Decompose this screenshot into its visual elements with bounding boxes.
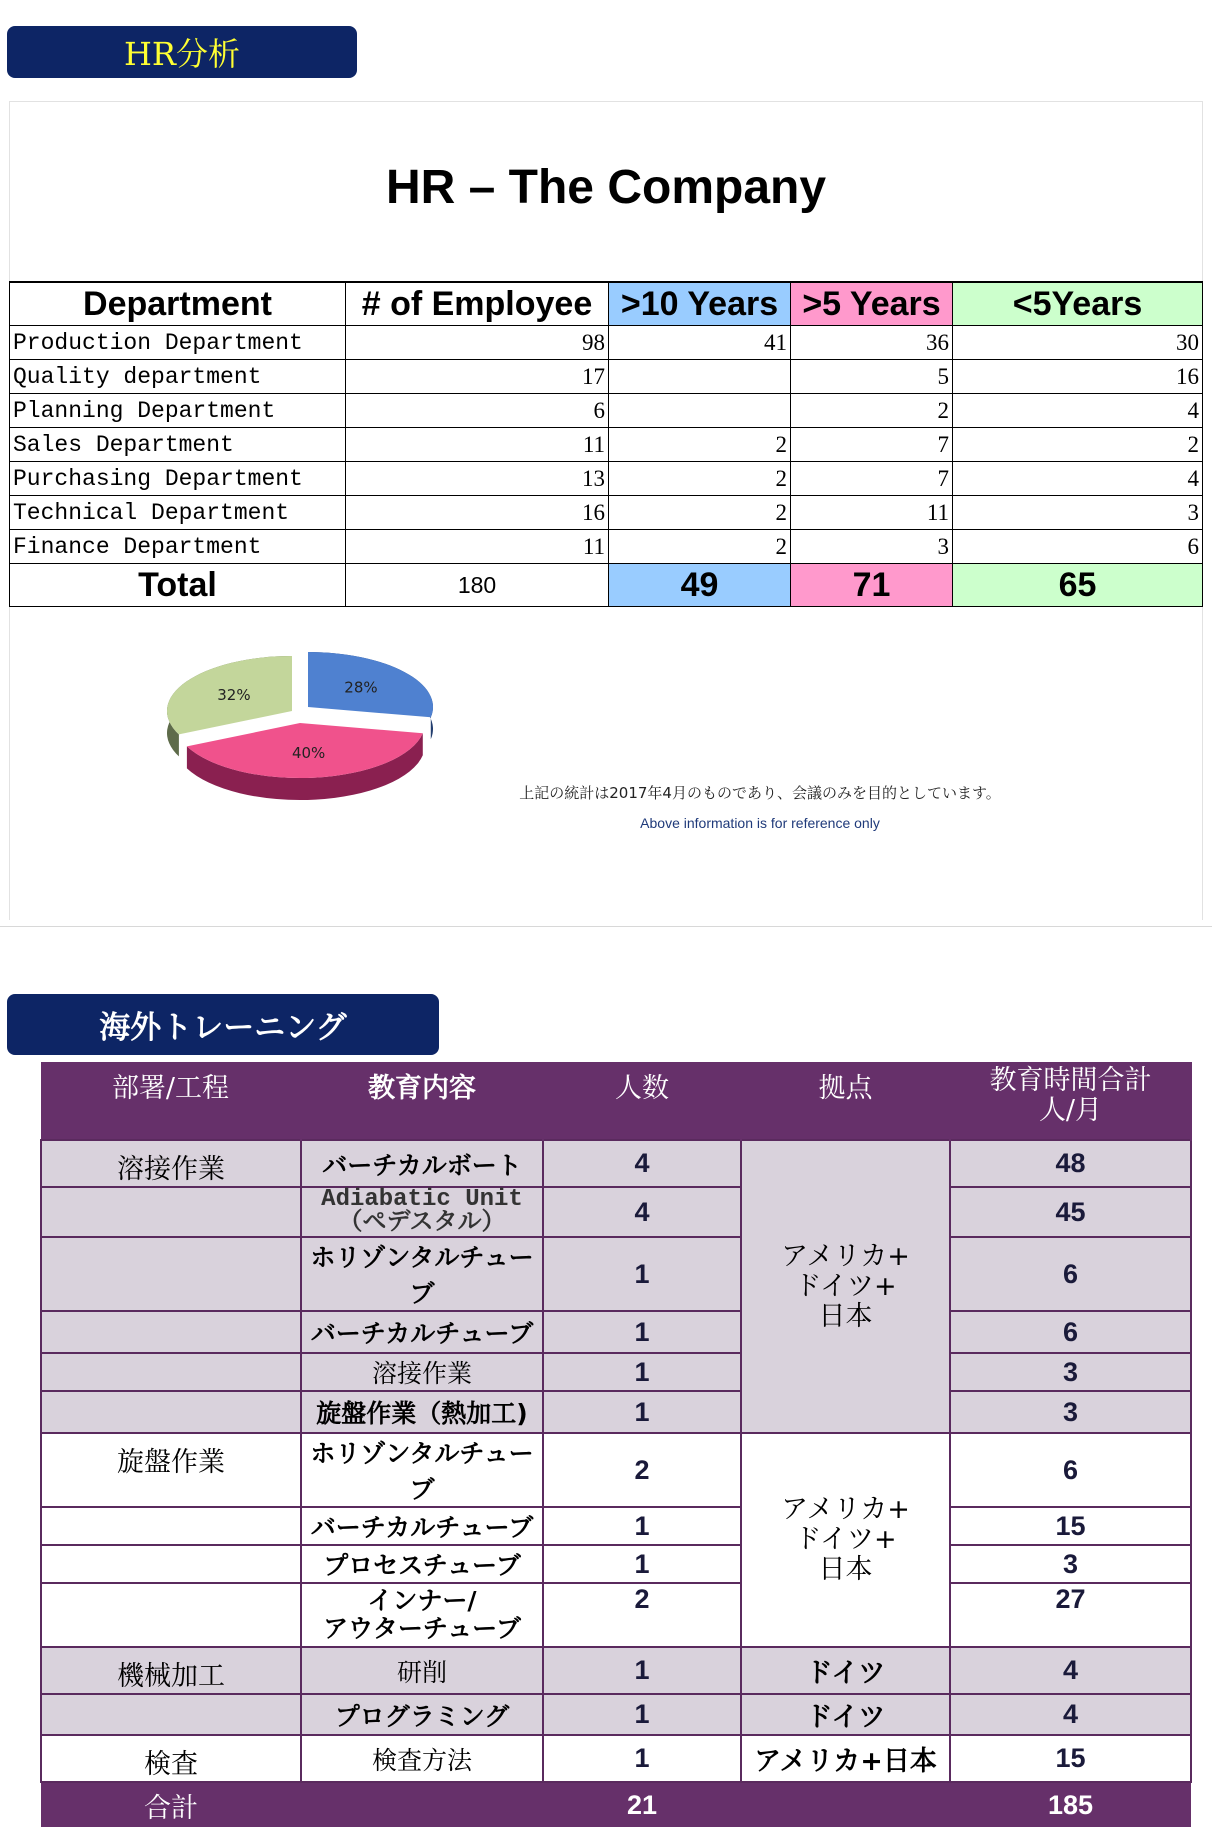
location-cell: アメリカ+ ドイツ+ 日本 xyxy=(741,1433,950,1647)
col-location: 拠点 xyxy=(741,1062,950,1140)
location-cell: アメリカ+ ドイツ+ 日本 xyxy=(741,1140,950,1433)
dept-process-cell xyxy=(41,1187,301,1237)
dept-process-cell xyxy=(41,1353,301,1391)
training-row xyxy=(41,1237,1191,1311)
course-cell: バーチカルチューブ xyxy=(301,1507,543,1545)
section-divider xyxy=(0,926,1212,927)
over5-cell: 2 xyxy=(791,394,953,428)
training-row xyxy=(41,1647,1191,1694)
dept-process-cell xyxy=(41,1583,301,1647)
employees-cell: 11 xyxy=(346,530,609,564)
department-cell: Sales Department xyxy=(10,428,346,462)
location-cell: ドイツ xyxy=(741,1647,950,1694)
department-cell: Technical Department xyxy=(10,496,346,530)
hours-cell: 15 xyxy=(950,1735,1191,1782)
course-cell: プロセスチューブ xyxy=(301,1545,543,1583)
course-cell: 検査方法 xyxy=(301,1735,543,1782)
employees-cell: 17 xyxy=(346,360,609,394)
hours-cell: 4 xyxy=(950,1647,1191,1694)
over10-cell xyxy=(609,394,791,428)
hours-cell: 27 xyxy=(950,1583,1191,1647)
over10-cell: 2 xyxy=(609,530,791,564)
empty-cell xyxy=(301,1782,543,1827)
department-cell: Quality department xyxy=(10,360,346,394)
hr-total-row xyxy=(10,564,1203,607)
over5-cell: 11 xyxy=(791,496,953,530)
training-total-row xyxy=(41,1782,1191,1827)
col-headcount: 人数 xyxy=(543,1062,741,1140)
dept-process-cell xyxy=(41,1311,301,1353)
training-row xyxy=(41,1433,1191,1507)
headcount-cell: 1 xyxy=(543,1694,741,1735)
over10-cell xyxy=(609,360,791,394)
col-dept-process: 部署/工程 xyxy=(41,1062,301,1140)
dept-process-cell: 機械加工 xyxy=(41,1647,301,1694)
hours-cell: 3 xyxy=(950,1545,1191,1583)
total-hours: 185 xyxy=(950,1782,1191,1827)
col-employees: # of Employee xyxy=(346,282,609,326)
hr-table-row xyxy=(10,462,1203,496)
training-row xyxy=(41,1735,1191,1782)
dept-process-cell xyxy=(41,1545,301,1583)
overseas-training-table xyxy=(40,1062,1192,1827)
hr-table-row xyxy=(10,496,1203,530)
under5-cell: 3 xyxy=(953,496,1203,530)
training-row xyxy=(41,1311,1191,1353)
col-total-hours: 教育時間合計 人/月 xyxy=(950,1062,1191,1140)
training-row xyxy=(41,1353,1191,1391)
department-cell: Planning Department xyxy=(10,394,346,428)
hr-analysis-header: HR分析 xyxy=(7,26,357,78)
over10-cell: 2 xyxy=(609,496,791,530)
over5-cell: 7 xyxy=(791,428,953,462)
note-english: Above information is for reference only xyxy=(640,815,880,831)
note-japanese: 上記の統計は2017年4月のものであり、会議のみを目的としています。 xyxy=(519,784,1001,802)
training-row xyxy=(41,1140,1191,1187)
training-row xyxy=(41,1187,1191,1237)
headcount-cell: 1 xyxy=(543,1237,741,1311)
headcount-cell: 4 xyxy=(543,1140,741,1187)
dept-process-cell xyxy=(41,1391,301,1433)
total-employees: 180 xyxy=(346,564,609,607)
course-cell: ホリゾンタルチューブ xyxy=(301,1433,543,1507)
headcount-cell: 1 xyxy=(543,1311,741,1353)
hours-cell: 45 xyxy=(950,1187,1191,1237)
course-cell: ホリゾンタルチューブ xyxy=(301,1237,543,1311)
empty-cell xyxy=(741,1782,950,1827)
department-cell: Purchasing Department xyxy=(10,462,346,496)
employees-cell: 13 xyxy=(346,462,609,496)
headcount-cell: 1 xyxy=(543,1647,741,1694)
training-row xyxy=(41,1694,1191,1735)
over5-cell: 5 xyxy=(791,360,953,394)
employees-cell: 16 xyxy=(346,496,609,530)
headcount-cell: 2 xyxy=(543,1433,741,1507)
over10-cell: 2 xyxy=(609,428,791,462)
total-label: Total xyxy=(10,564,346,607)
col-over5: >5 Years xyxy=(791,282,953,326)
under5-cell: 4 xyxy=(953,394,1203,428)
headcount-cell: 4 xyxy=(543,1187,741,1237)
location-cell: アメリカ+日本 xyxy=(741,1735,950,1782)
hours-cell: 6 xyxy=(950,1433,1191,1507)
employees-cell: 98 xyxy=(346,326,609,360)
hours-cell: 6 xyxy=(950,1237,1191,1311)
course-cell: 溶接作業 xyxy=(301,1353,543,1391)
over5-cell: 3 xyxy=(791,530,953,564)
pie-data-label: 40% xyxy=(291,744,326,763)
course-cell: 研削 xyxy=(301,1647,543,1694)
under5-cell: 30 xyxy=(953,326,1203,360)
over5-cell: 36 xyxy=(791,326,953,360)
dept-process-cell xyxy=(41,1237,301,1311)
course-cell: バーチカルボート xyxy=(301,1140,543,1187)
total-headcount: 21 xyxy=(543,1782,741,1827)
hr-title: HR – The Company xyxy=(385,161,827,214)
over10-cell: 2 xyxy=(609,462,791,496)
hr-table-row xyxy=(10,428,1203,462)
headcount-cell: 1 xyxy=(543,1545,741,1583)
hours-cell: 4 xyxy=(950,1694,1191,1735)
training-row xyxy=(41,1583,1191,1647)
headcount-cell: 1 xyxy=(543,1353,741,1391)
over10-cell: 41 xyxy=(609,326,791,360)
course-cell: プログラミング xyxy=(301,1694,543,1735)
hr-table-row xyxy=(10,394,1203,428)
dept-process-cell: 溶接作業 xyxy=(41,1140,301,1187)
hours-cell: 15 xyxy=(950,1507,1191,1545)
under5-cell: 2 xyxy=(953,428,1203,462)
training-row xyxy=(41,1545,1191,1583)
total-label: 合計 xyxy=(41,1782,301,1827)
employees-cell: 11 xyxy=(346,428,609,462)
col-over10: >10 Years xyxy=(609,282,791,326)
hours-cell: 3 xyxy=(950,1391,1191,1433)
total-under5: 65 xyxy=(953,564,1203,607)
under5-cell: 6 xyxy=(953,530,1203,564)
hr-table-row xyxy=(10,530,1203,564)
hr-employee-table xyxy=(9,281,1203,607)
hours-cell: 3 xyxy=(950,1353,1191,1391)
course-cell: 旋盤作業（熱加工) xyxy=(301,1391,543,1433)
dept-process-cell xyxy=(41,1507,301,1545)
total-over10: 49 xyxy=(609,564,791,607)
location-cell: ドイツ xyxy=(741,1694,950,1735)
pie-data-label: 28% xyxy=(344,678,378,697)
course-cell: Adiabatic Unit （ペデスタル） xyxy=(301,1187,543,1237)
headcount-cell: 1 xyxy=(543,1735,741,1782)
employees-cell: 6 xyxy=(346,394,609,428)
training-row xyxy=(41,1391,1191,1433)
course-cell: バーチカルチューブ xyxy=(301,1311,543,1353)
overseas-training-header: 海外トレーニング xyxy=(7,994,439,1055)
hr-table-row xyxy=(10,326,1203,360)
dept-process-cell: 旋盤作業 xyxy=(41,1433,301,1507)
total-over5: 71 xyxy=(791,564,953,607)
course-cell: インナー/ アウターチューブ xyxy=(301,1583,543,1647)
col-under5: <5Years xyxy=(953,282,1203,326)
training-row xyxy=(41,1507,1191,1545)
headcount-cell: 1 xyxy=(543,1391,741,1433)
department-cell: Finance Department xyxy=(10,530,346,564)
pie-data-label: 32% xyxy=(217,685,251,704)
col-course: 教育内容 xyxy=(301,1062,543,1140)
hours-cell: 48 xyxy=(950,1140,1191,1187)
under5-cell: 16 xyxy=(953,360,1203,394)
dept-process-cell: 検査 xyxy=(41,1735,301,1782)
headcount-cell: 1 xyxy=(543,1507,741,1545)
tenure-pie-chart xyxy=(140,640,460,820)
under5-cell: 4 xyxy=(953,462,1203,496)
dept-process-cell xyxy=(41,1694,301,1735)
hr-table-row xyxy=(10,360,1203,394)
department-cell: Production Department xyxy=(10,326,346,360)
hours-cell: 6 xyxy=(950,1311,1191,1353)
col-department: Department xyxy=(10,282,346,326)
over5-cell: 7 xyxy=(791,462,953,496)
headcount-cell: 2 xyxy=(543,1583,741,1647)
